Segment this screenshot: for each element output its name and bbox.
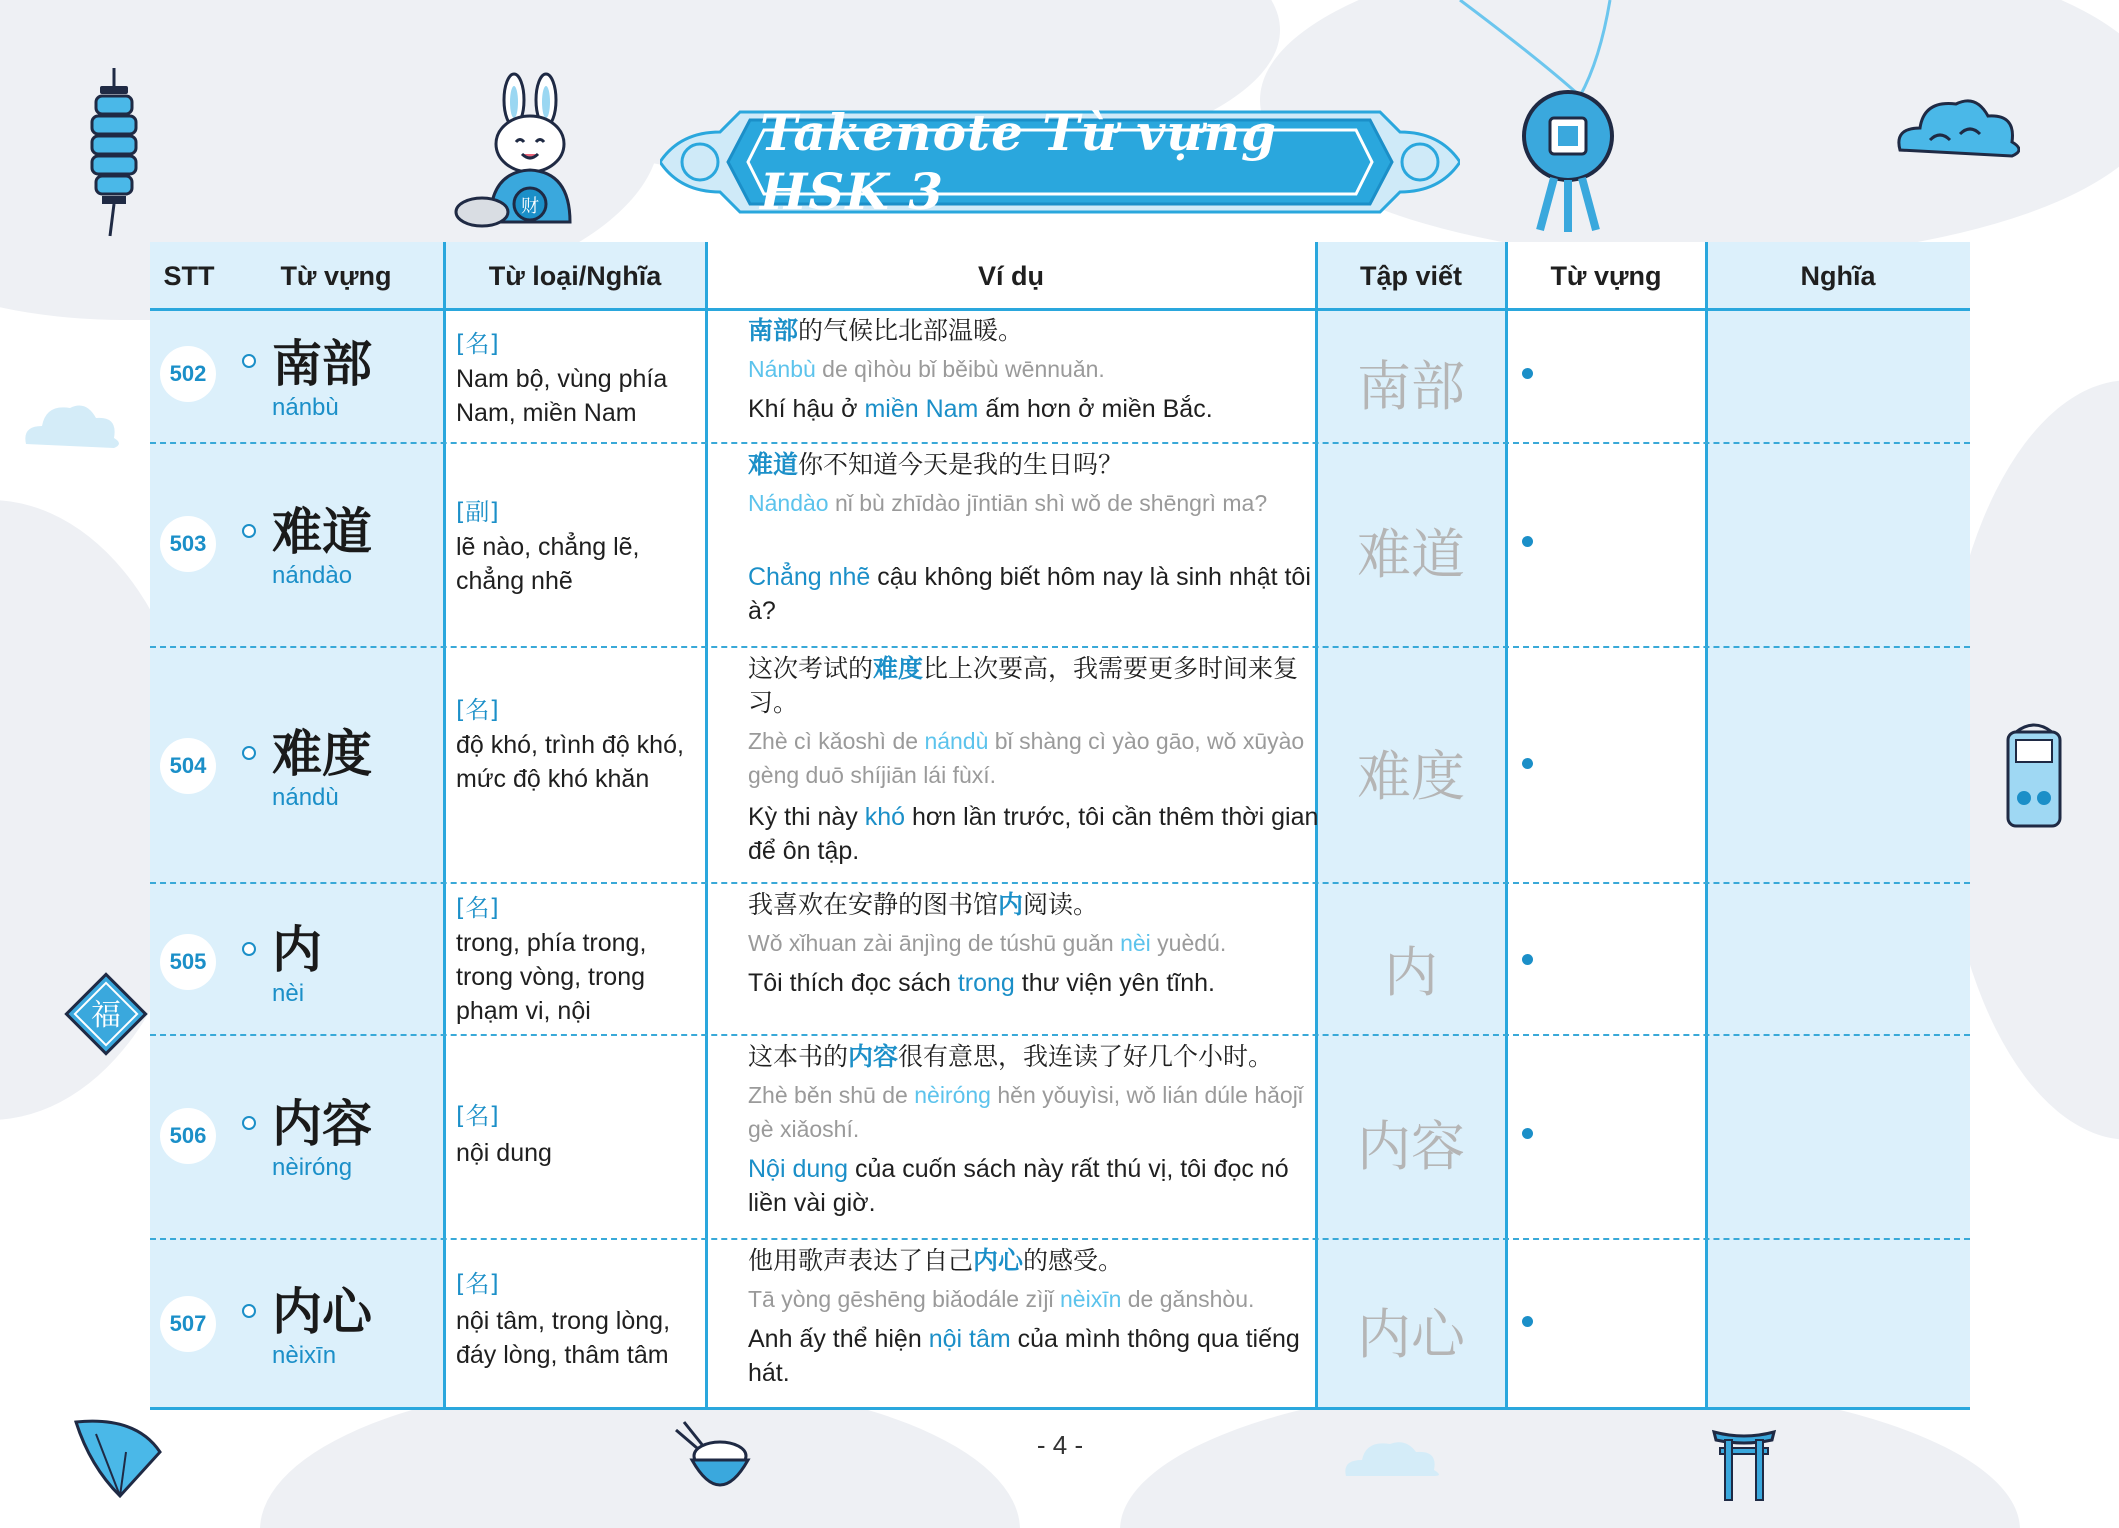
rice-bowl-icon xyxy=(670,1418,754,1498)
part-of-speech: [名] xyxy=(456,894,499,922)
writing-trace: 内容 xyxy=(1357,1115,1465,1178)
bullet-dot-icon xyxy=(1522,368,1533,379)
writing-trace: 内心 xyxy=(1357,1303,1465,1366)
page-number: - 4 - xyxy=(1036,1430,1084,1460)
vocab-hanzi: 南部 xyxy=(272,335,372,393)
bullet-dot-icon xyxy=(1522,954,1533,965)
stt-badge: 504 xyxy=(160,738,216,794)
omamori-icon xyxy=(2002,722,2066,832)
example-chinese: 他用歌声表达了自己内心的感受。 xyxy=(748,1246,1124,1275)
example-pinyin: Tā yòng gēshēng biǎodále zìjǐ nèixīn de gǎnshòu. xyxy=(748,1286,1255,1312)
example-vietnamese: Anh ấy thể hiện nội tâm của mình thông qua tiếng hát. xyxy=(748,1325,1300,1387)
meaning: trong, phía trong, trong vòng, trong phạm vi, nội xyxy=(456,929,647,1025)
stt-badge: 506 xyxy=(160,1108,216,1164)
fu-char: 福 xyxy=(91,998,121,1033)
page-title: Takenote Từ vựng HSK 3 xyxy=(760,103,1277,221)
meaning: độ khó, trình độ khó, mức độ khó khăn xyxy=(456,731,684,793)
vocab-pinyin: nèi xyxy=(272,980,305,1007)
torii-gate-icon xyxy=(1712,1426,1776,1502)
round-lantern-icon xyxy=(1450,0,1690,240)
example-pinyin: Zhè běn shū de nèiróng hěn yǒuyìsi, wǒ lián dúle hǎojǐ gè xiǎoshí. xyxy=(748,1082,1303,1142)
meaning: Nam bộ, vùng phía Nam, miền Nam xyxy=(456,365,668,427)
bullet-ring-icon xyxy=(242,354,256,368)
example-pinyin: Nándào nǐ bù zhīdào jīntiān shì wǒ de shēngrì ma? xyxy=(748,490,1268,516)
bullet-dot-icon xyxy=(1522,536,1533,547)
cloud-icon xyxy=(20,394,120,454)
title-banner xyxy=(660,100,1460,224)
stt-badge: 503 xyxy=(160,516,216,572)
stt-badge: 502 xyxy=(160,346,216,402)
vocab-pinyin: nèiróng xyxy=(272,1154,353,1181)
writing-trace: 内 xyxy=(1384,941,1438,1004)
example-pinyin: Wǒ xǐhuan zài ānjìng de túshū guǎn nèi yuèdú. xyxy=(748,930,1227,956)
writing-trace: 难道 xyxy=(1357,523,1465,586)
bullet-ring-icon xyxy=(242,524,256,538)
header-stt: STT xyxy=(163,260,215,291)
example-vietnamese: Chẳng nhẽ cậu không biết hôm nay là sinh nhật tôi à? xyxy=(748,563,1311,625)
example-pinyin: Nánbù de qìhòu bǐ běibù wēnnuǎn. xyxy=(748,356,1105,382)
cloud-icon xyxy=(1890,90,2020,166)
part-of-speech: [名] xyxy=(456,696,499,724)
bullet-dot-icon xyxy=(1522,1128,1533,1139)
bullet-ring-icon xyxy=(242,746,256,760)
meaning: nội dung xyxy=(456,1139,552,1167)
part-of-speech: [名] xyxy=(456,330,499,358)
example-chinese: 我喜欢在安静的图书馆内阅读。 xyxy=(748,890,1099,919)
vocab-pinyin: nèixīn xyxy=(272,1342,337,1369)
example-chinese: 这本书的内容很有意思，我连读了好几个小时。 xyxy=(748,1042,1274,1071)
example-chinese: 难道你不知道今天是我的生日吗？ xyxy=(748,450,1124,479)
bullet-ring-icon xyxy=(242,942,256,956)
stt-badge: 507 xyxy=(160,1296,216,1352)
header-pos-meaning: Từ loại/Nghĩa xyxy=(444,242,706,310)
header-vocab-2: Từ vựng xyxy=(1550,260,1662,291)
bullet-dot-icon xyxy=(1522,1316,1533,1327)
vocab-pinyin: nándào xyxy=(272,562,353,589)
example-vietnamese: Nội dung của cuốn sách này rất thú vị, tôi đọc nó liền vài giờ. xyxy=(748,1155,1289,1217)
vocab-pinyin: nándù xyxy=(272,784,339,811)
example-vietnamese: Kỳ thi này khó hơn lần trước, tôi cần thêm thời gian để ôn tập. xyxy=(748,803,1319,865)
example-chinese: 南部的气候比北部温暖。 xyxy=(748,316,1024,345)
writing-trace: 难度 xyxy=(1357,745,1465,808)
example-chinese: 这次考试的难度比上次要高，我需要更多时间来复习。 xyxy=(748,654,1299,717)
cloud-icon xyxy=(1340,1432,1440,1482)
vocab-hanzi: 内容 xyxy=(272,1095,372,1153)
writing-trace: 南部 xyxy=(1357,355,1465,418)
meaning: nội tâm, trong lòng, đáy lòng, thâm tâm xyxy=(456,1307,671,1369)
part-of-speech: [名] xyxy=(456,1102,499,1130)
column-band-meaning2 xyxy=(1706,242,1970,1410)
mascot-coin-char: 财 xyxy=(521,196,539,217)
header-vocab: Từ vựng xyxy=(280,260,392,291)
rabbit-mascot-icon xyxy=(450,72,610,232)
meaning: lẽ nào, chẳng lẽ, chẳng nhẽ xyxy=(456,533,640,595)
vocab-hanzi: 内 xyxy=(272,921,322,979)
lantern-icon xyxy=(86,68,142,238)
stt-badge: 505 xyxy=(160,934,216,990)
vocab-hanzi: 难度 xyxy=(272,725,372,783)
bullet-ring-icon xyxy=(242,1116,256,1130)
bullet-ring-icon xyxy=(242,1304,256,1318)
part-of-speech: [副] xyxy=(456,498,499,526)
example-vietnamese: Khí hậu ở miền Nam ấm hơn ở miền Bắc. xyxy=(748,395,1213,423)
vocab-hanzi: 内心 xyxy=(272,1283,372,1341)
header-meaning-2: Nghĩa xyxy=(1800,260,1876,291)
header-writing: Tập viết xyxy=(1359,260,1463,291)
vocab-pinyin: nánbù xyxy=(272,394,339,421)
part-of-speech: [名] xyxy=(456,1270,499,1298)
fu-diamond-icon xyxy=(64,972,148,1056)
example-pinyin: Zhè cì kǎoshì de nándù bǐ shàng cì yào gāo, wǒ xūyào gèng duō shíjiān lái fùxí. xyxy=(748,728,1305,788)
bullet-dot-icon xyxy=(1522,758,1533,769)
fan-icon xyxy=(66,1412,166,1502)
header-example: Ví dụ xyxy=(978,260,1044,291)
vocab-hanzi: 难道 xyxy=(272,503,372,561)
example-vietnamese: Tôi thích đọc sách trong thư viện yên tĩnh. xyxy=(748,969,1215,997)
